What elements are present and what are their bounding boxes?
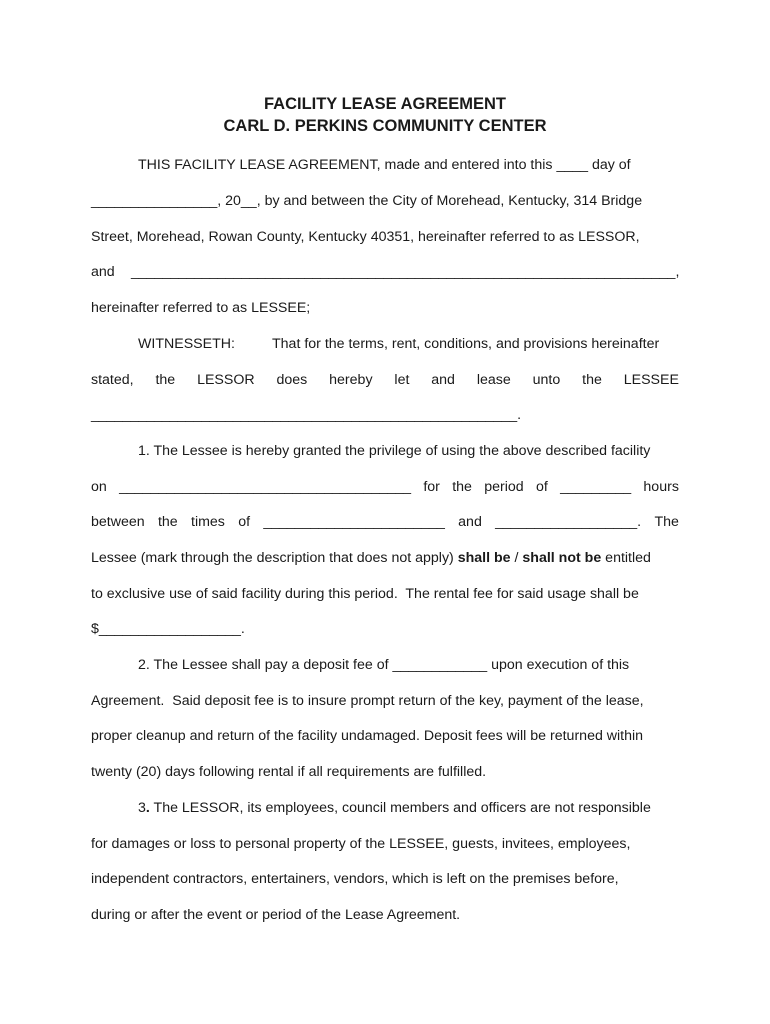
clause-2-line-3: proper cleanup and return of the facility undamaged. Deposit fees will be returned within [91,728,644,744]
word: on [91,479,107,495]
word: unto [532,372,561,388]
word: the [582,372,602,388]
word: of [238,514,251,530]
word: let [394,372,410,388]
clause-3-line-3: independent contractors, entertainers, vendors, which is left on the premises before, [91,871,619,887]
clause-1-line-3 [91,513,679,531]
text-run: 2. The Lessee shall pay a deposit fee of ____________ upon execution of this [138,657,630,673]
shall-not-be-option: shall not be [522,550,602,566]
document-subtitle: CARL D. PERKINS COMMUNITY CENTER [223,117,547,135]
rental-fee-blank: $__________________. [91,621,245,637]
clause-number: 3 [138,800,146,816]
word: stated, [91,372,134,388]
clause-1-line-2 [91,478,679,496]
intro-line-4-and: and [91,264,115,280]
word: hours [643,479,679,495]
clause-3-line-2: for damages or loss to personal property of the LESSEE, guests, invitees, employees, [91,836,631,852]
witnesseth-text: That for the terms, rent, conditions, and provisions hereinafter [272,336,660,352]
word: between [91,514,145,530]
clause-number-dot: . [145,800,150,816]
document-title: FACILITY LEASE AGREEMENT [263,95,507,113]
word: and [431,372,455,388]
intro-text: THIS FACILITY LEASE AGREEMENT, made and entered into this ____ day of [138,157,631,173]
word: the [452,479,472,495]
word: LESSOR [197,372,255,388]
intro-line-1 [138,156,679,174]
intro-line-2: ________________, 20__, by and between the City of Morehead, Kentucky, 314 Bridge [91,193,643,209]
word: times [191,514,225,530]
clause-3-line-4: during or after the event or period of the Lease Agreement. [91,907,461,923]
text-run: The LESSOR, its employees, council members and officers are not responsible [149,800,651,816]
word: hereby [329,372,373,388]
intro-line-3: Street, Morehead, Rowan County, Kentucky 40351, hereinafter referred to as LESSOR, [91,229,640,245]
word: for [423,479,440,495]
end-time-blank: __________________. [495,514,642,530]
clause-1-line-5: to exclusive use of said facility during this period. The rental fee for said usage shall be [91,586,639,602]
text-run: Lessee (mark through the description that does not apply) [91,550,458,566]
word: The [654,514,679,530]
intro-line-5: hereinafter referred to as LESSEE; [91,300,311,316]
clause-1-line-4 [91,549,651,567]
clause-3-line-1 [138,799,651,817]
text-run: entitled [601,550,651,566]
lessee-name-blank: _____________________________________________________________________, [131,264,680,280]
date-blank: _____________________________________ [119,479,412,495]
clause-2-line-2: Agreement. Said deposit fee is to insure prompt return of the key, payment of the lease, [91,693,644,709]
word: does [276,372,308,388]
text-run: / [510,550,523,566]
witnesseth-label: WITNESSETH: [138,336,235,352]
shall-be-option: shall be [457,550,511,566]
word: the [157,514,178,530]
clause-2-line-4: twenty (20) days following rental if all requirements are fulfilled. [91,764,487,780]
start-time-blank: _______________________ [263,514,445,530]
hours-blank: _________ [560,479,632,495]
word: of [535,479,548,495]
word: and [458,514,482,530]
word: LESSEE [623,372,679,388]
word: lease [476,372,511,388]
clause-2-line-1 [138,656,679,674]
word: the [155,372,176,388]
lessee-use-blank: ______________________________________________________. [91,407,522,423]
clause-1-line-1: 1. The Lessee is hereby granted the privilege of using the above described facility [138,443,651,459]
word: period [484,479,524,495]
witnesseth-line-2 [91,371,679,389]
